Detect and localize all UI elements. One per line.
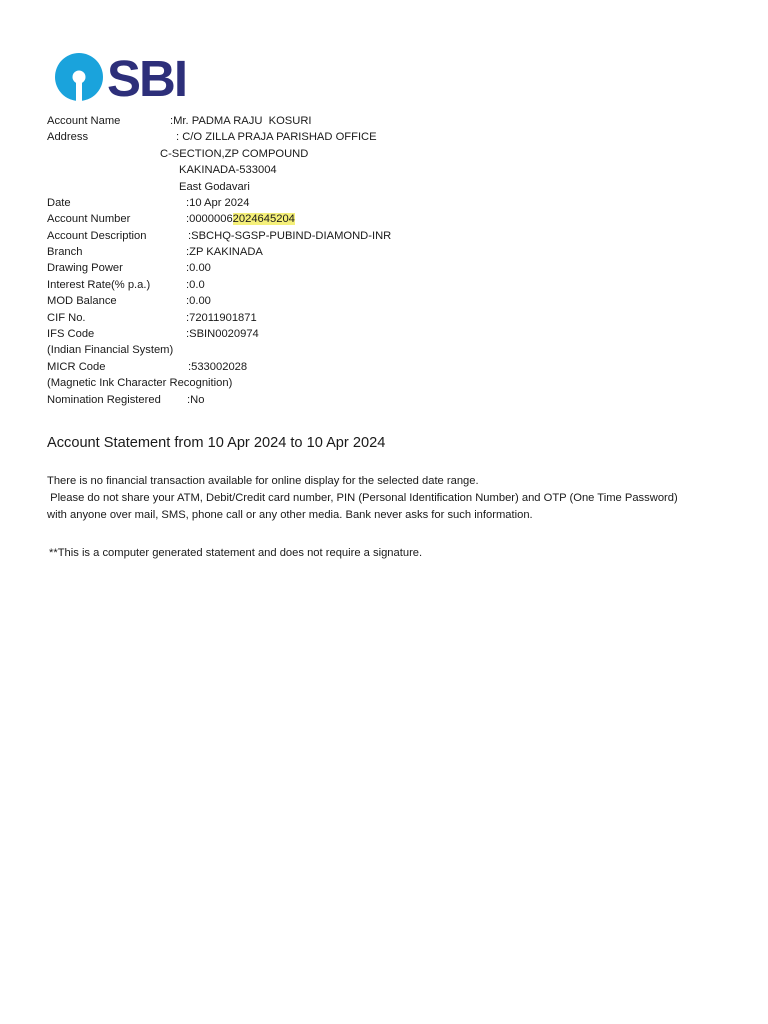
warning-line-2: with anyone over mail, SMS, phone call or any other media. Bank never asks for such information. (47, 509, 533, 521)
interest-rate-value: :0.0 (186, 279, 205, 291)
account-number-value (186, 213, 295, 226)
address-line-2: C-SECTION,ZP COMPOUND (160, 148, 309, 160)
branch-value: :ZP KAKINADA (186, 246, 263, 258)
logo-text: SBI (107, 50, 187, 107)
ifs-value: :SBIN0020974 (186, 328, 259, 340)
mod-balance-value: :0.00 (186, 295, 211, 307)
cif-value: :72011901871 (186, 312, 257, 324)
micr-note: (Magnetic Ink Character Recognition) (47, 377, 233, 389)
ifs-label: IFS Code (47, 328, 95, 340)
drawing-power-label: Drawing Power (47, 262, 123, 274)
ifs-note: (Indian Financial System) (47, 344, 174, 356)
micr-label: MICR Code (47, 361, 106, 373)
account-number-highlight: 2024645204 (232, 213, 295, 225)
micr-value: :533002028 (188, 361, 248, 373)
footer-note: **This is a computer generated statement and does not require a signature. (49, 547, 423, 559)
date-value: :10 Apr 2024 (186, 197, 250, 209)
address-label: Address (47, 131, 89, 143)
statement-heading: Account Statement from 10 Apr 2024 to 10 Apr 2024 (47, 435, 386, 451)
mod-balance-label: MOD Balance (47, 295, 117, 307)
account-number-label: Account Number (47, 213, 131, 225)
branch-label: Branch (47, 246, 83, 258)
warning-line-1: Please do not share your ATM, Debit/Credit card number, PIN (Personal Identification Number) and OTP (One Time Password) (47, 492, 678, 504)
account-name-label: Account Name (47, 115, 121, 127)
nomination-row (47, 394, 205, 433)
nomination-value: :No (187, 394, 205, 406)
drawing-power-value: :0.00 (186, 262, 211, 274)
nomination-label: Nomination Registered (47, 394, 161, 406)
date-label: Date (47, 197, 71, 209)
no-transaction-text: There is no financial transaction available for online display for the selected date range. (47, 475, 479, 487)
address-line-1: : C/O ZILLA PRAJA PARISHAD OFFICE (176, 131, 377, 143)
address-line-4: East Godavari (179, 181, 250, 193)
cif-label: CIF No. (47, 312, 86, 324)
account-description-value: :SBCHQ-SGSP-PUBIND-DIAMOND-INR (188, 230, 392, 242)
interest-rate-label: Interest Rate(% p.a.) (47, 279, 151, 291)
account-name-value: :Mr. PADMA RAJU KOSURI (170, 115, 312, 127)
account-description-label: Account Description (47, 230, 147, 242)
address-line-3: KAKINADA-533004 (179, 164, 277, 176)
account-number-prefix: :0000006 (186, 213, 233, 225)
